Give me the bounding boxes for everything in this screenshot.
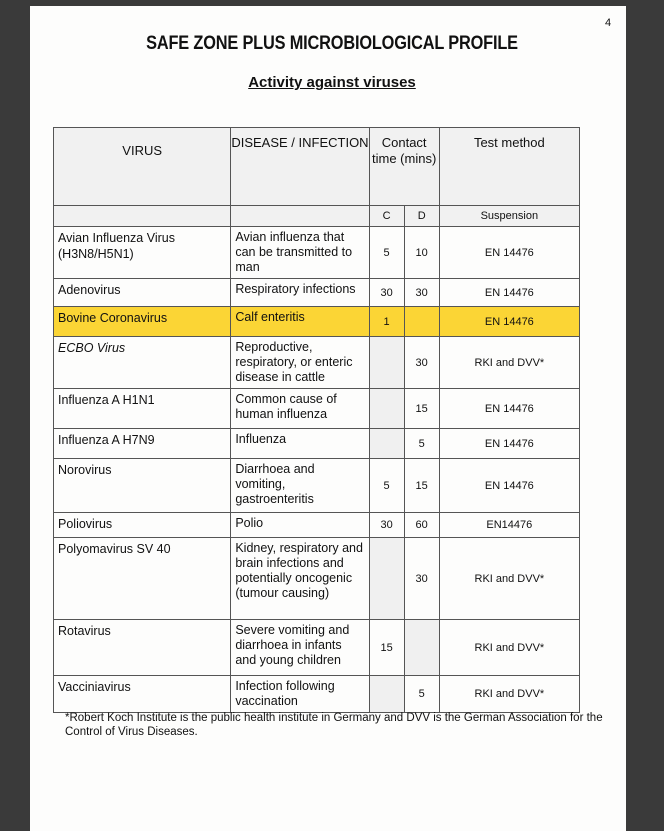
disease-cell: Influenza <box>231 429 369 459</box>
virus-cell: Bovine Coronavirus <box>54 307 231 337</box>
subheader-d: D <box>404 206 439 227</box>
contact-d-cell <box>404 620 439 676</box>
contact-c-cell: 30 <box>369 279 404 307</box>
virus-cell: Influenza A H1N1 <box>54 389 231 429</box>
method-cell: EN 14476 <box>439 227 579 279</box>
contact-c-cell <box>369 337 404 389</box>
disease-cell: Common cause of human influenza <box>231 389 369 429</box>
contact-c-cell <box>369 676 404 713</box>
virus-cell: Influenza A H7N9 <box>54 429 231 459</box>
method-cell: RKI and DVV* <box>439 337 579 389</box>
table-row <box>54 459 580 513</box>
table-row-highlighted <box>54 307 580 337</box>
table-row <box>54 620 580 676</box>
page-title: SAFE ZONE PLUS MICROBIOLOGICAL PROFILE <box>146 33 518 54</box>
contact-d-cell: 10 <box>404 227 439 279</box>
contact-c-cell: 5 <box>369 227 404 279</box>
method-cell: EN 14476 <box>439 307 579 337</box>
method-cell: EN 14476 <box>439 429 579 459</box>
section-subtitle: Activity against viruses <box>248 74 416 91</box>
table-row <box>54 389 580 429</box>
disease-cell: Respiratory infections <box>231 279 369 307</box>
contact-d-cell: 5 <box>404 429 439 459</box>
disease-cell: Infection following vaccination <box>231 676 369 713</box>
contact-c-cell: 30 <box>369 513 404 538</box>
method-cell: EN 14476 <box>439 389 579 429</box>
table-row <box>54 227 580 279</box>
contact-c-cell <box>369 538 404 620</box>
table-row <box>54 538 580 620</box>
method-cell: RKI and DVV* <box>439 676 579 713</box>
header-virus: VIRUS <box>54 128 231 206</box>
subheader-suspension: Suspension <box>439 206 579 227</box>
subheader-c: C <box>369 206 404 227</box>
virus-cell: Adenovirus <box>54 279 231 307</box>
contact-d-cell: 15 <box>404 389 439 429</box>
virus-cell: Polyomavirus SV 40 <box>54 538 231 620</box>
contact-c-cell: 15 <box>369 620 404 676</box>
virus-cell: Avian Influenza Virus (H3N8/H5N1) <box>54 227 231 279</box>
contact-c-cell <box>369 389 404 429</box>
footnote: *Robert Koch Institute is the public health institute in Germany and DVV is the German Association for the Control of Virus Diseases. <box>65 712 603 738</box>
disease-cell: Severe vomiting and diarrhoea in infants and young children <box>231 620 369 676</box>
virus-activity-table <box>53 127 580 713</box>
contact-c-cell <box>369 429 404 459</box>
header-test-method: Test method <box>439 128 579 206</box>
method-cell: EN 14476 <box>439 279 579 307</box>
header-contact-time: Contact time (mins) <box>369 128 439 206</box>
disease-cell: Diarrhoea and vomiting, gastroenteritis <box>231 459 369 513</box>
virus-cell: ECBO Virus <box>54 337 231 389</box>
disease-cell: Calf enteritis <box>231 307 369 337</box>
contact-d-cell: 30 <box>404 538 439 620</box>
method-cell: EN14476 <box>439 513 579 538</box>
disease-cell: Kidney, respiratory and brain infections and potentially oncogenic (tumour causing) <box>231 538 369 620</box>
contact-c-cell: 5 <box>369 459 404 513</box>
page-number: 4 <box>605 17 612 29</box>
contact-d-cell: 30 <box>404 279 439 307</box>
table-row <box>54 676 580 713</box>
virus-cell: Norovirus <box>54 459 231 513</box>
virus-cell: Vacciniavirus <box>54 676 231 713</box>
disease-cell: Polio <box>231 513 369 538</box>
contact-d-cell <box>404 307 439 337</box>
method-cell: EN 14476 <box>439 459 579 513</box>
header-disease: DISEASE / INFECTION <box>231 128 369 206</box>
disease-cell: Reproductive, respiratory, or enteric disease in cattle <box>231 337 369 389</box>
contact-d-cell: 5 <box>404 676 439 713</box>
contact-d-cell: 30 <box>404 337 439 389</box>
contact-c-cell: 1 <box>369 307 404 337</box>
disease-cell: Avian influenza that can be transmitted to man <box>231 227 369 279</box>
table-row <box>54 279 580 307</box>
virus-cell: Rotavirus <box>54 620 231 676</box>
table-row <box>54 337 580 389</box>
table-row <box>54 429 580 459</box>
method-cell: RKI and DVV* <box>439 620 579 676</box>
contact-d-cell: 15 <box>404 459 439 513</box>
table-row <box>54 513 580 538</box>
method-cell: RKI and DVV* <box>439 538 579 620</box>
contact-d-cell: 60 <box>404 513 439 538</box>
virus-cell: Poliovirus <box>54 513 231 538</box>
